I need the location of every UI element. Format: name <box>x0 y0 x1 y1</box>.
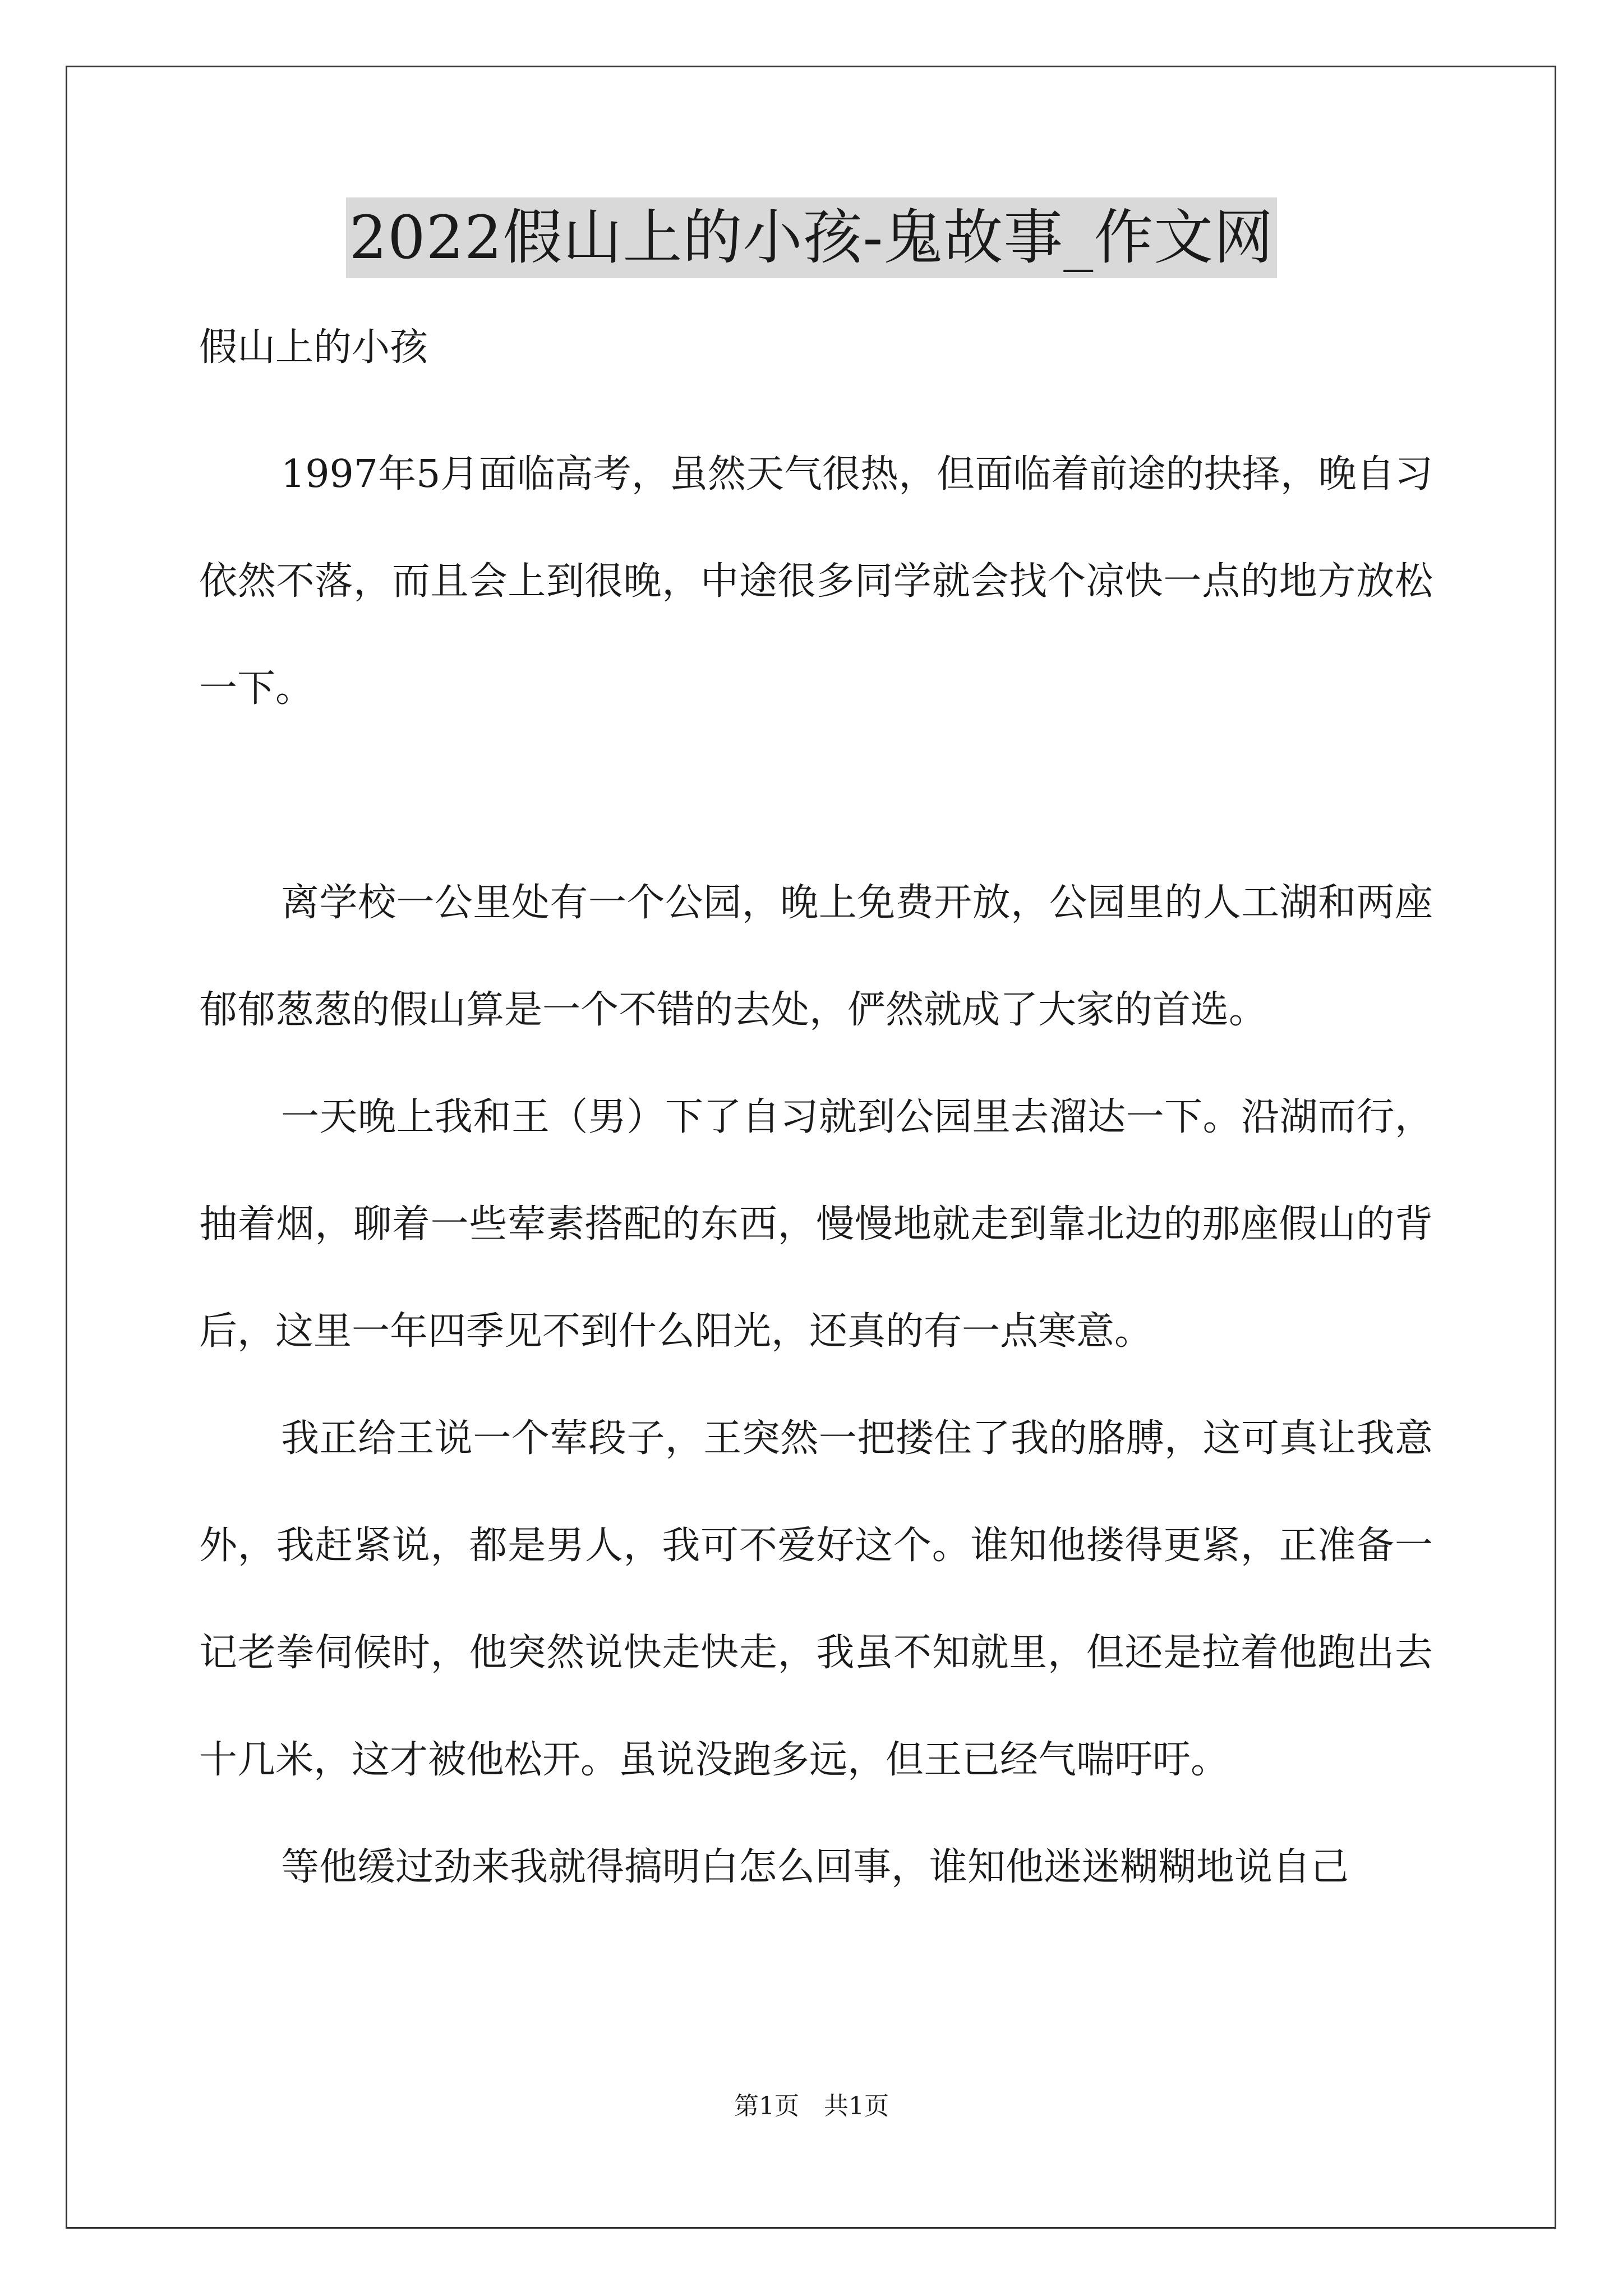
paragraph: 我正给王说一个荤段子，王突然一把搂住了我的胳膊，这可真让我意外，我赶紧说，都是男人，我可不爱好这个。谁知他搂得更紧，正准备一记老拳伺候时，他突然说快走快走，我虽不知就里，但还是拉着他跑出去十几米，这才被他松开。虽说没跑多远，但王已经气喘吁吁。 <box>199 1416 1433 1782</box>
page-footer: 第1页 共1页 <box>734 2092 889 2120</box>
title-container <box>0 197 1623 278</box>
document-title: 2022假山上的小孩-鬼故事_作文网 <box>346 197 1278 278</box>
document-body <box>199 314 1433 1921</box>
paragraph: 一天晚上我和王（男）下了自习就到公园里去溜达一下。沿湖而行，抽着烟，聊着一些荤素搭配的东西，慢慢地就走到靠北边的那座假山的背后，这里一年四季见不到什么阳光，还真的有一点寒意。 <box>199 1095 1433 1354</box>
paragraph: 离学校一公里处有一个公园，晚上免费开放，公园里的人工湖和两座郁郁葱葱的假山算是一个不错的去处，俨然就成了大家的首选。 <box>199 881 1433 1032</box>
document-subtitle: 假山上的小孩 <box>199 325 428 370</box>
paragraph-spacer <box>199 742 1433 849</box>
paragraph: 等他缓过劲来我就得搞明白怎么回事，谁知他迷迷糊糊地说自己 <box>281 1845 1349 1889</box>
paragraph: 1997年5月面临高考，虽然天气很热，但面临着前途的抉择，晚自习依然不落，而且会上到很晚，中途很多同学就会找个凉快一点的地方放松一下。 <box>199 452 1433 711</box>
